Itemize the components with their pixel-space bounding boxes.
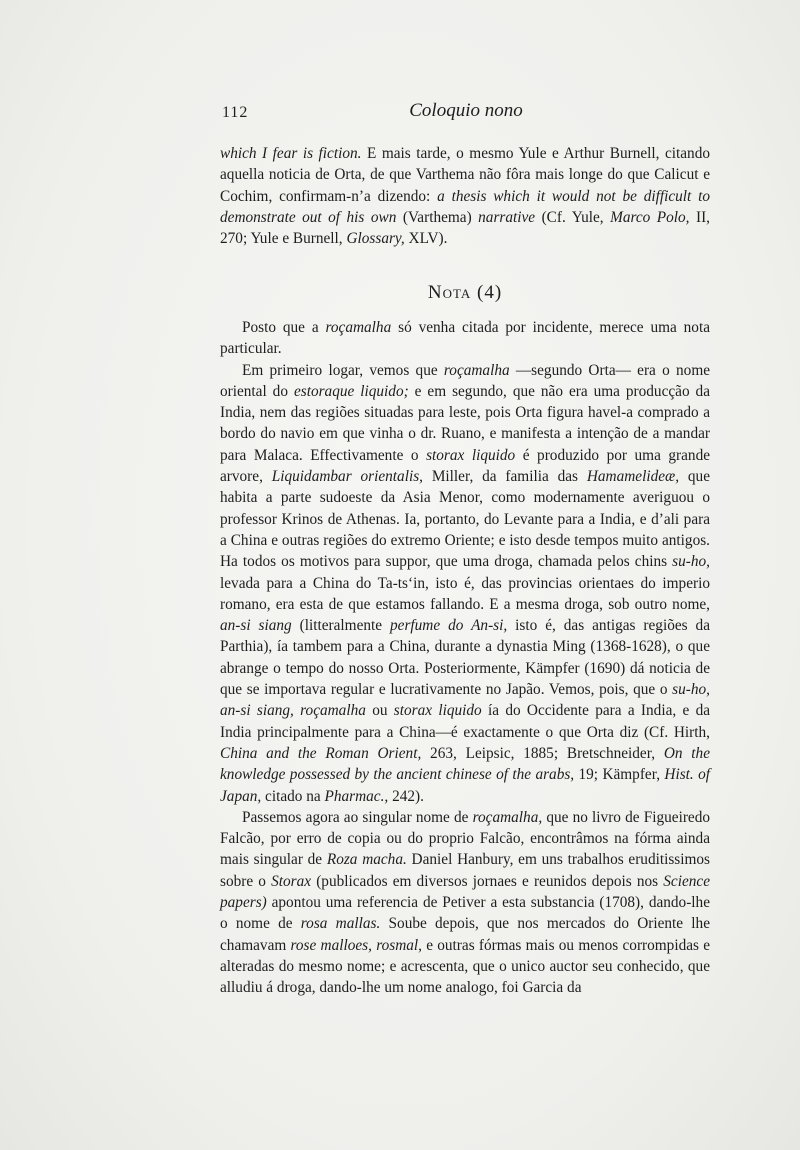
page-number: 112 — [222, 104, 249, 121]
paragraph: Posto que a roçamalha só venha citada por incidente, merece uma nota particular. — [220, 319, 710, 358]
page-header — [222, 98, 710, 128]
italic-run: roçamalha — [443, 361, 510, 379]
italic-run: narrative — [478, 208, 536, 226]
italic-run: Storax — [271, 872, 312, 890]
paragraph: Passemos agora ao singular nome de roçamalha, que no livro de Figueiredo Falcão, por erro de copia ou do proprio Falcão, encontrâmos na fórma ainda mais singular de Roza macha. Daniel Hanbury, em uns trabalhos eruditissimos sobre o Storax (publicados em diversos jornaes e reunidos depois nos Science papers) apontou uma referencia de Petiver a esta substancia (1708), dando-lhe o nome de rosa mallas. Soube depois, que nos mercados do Oriente lhe chamavam rose malloes, rosmal, e outras fórmas mais ou menos corrompidas e alteradas do mesmo nome; e acrescenta, que o unico auctor seu conhecido, que alludiu á droga, dando-lhe um nome analogo, foi Garcia da — [220, 808, 711, 997]
section-heading — [220, 282, 710, 304]
italic-run: rosa mallas. — [300, 915, 381, 933]
italic-run: Pharmac., — [324, 787, 389, 805]
intro-text: which I fear is fiction. E mais tarde, o mesmo Yule e Arthur Burnell, citando aquella noticia de Orta, de que Varthema não fôra mais longe do que Calicut e Cochim, confirmam-n’a dizendo: a thesis which it would not be difficult to demonstrate out of his own (Varthema) narrative (Cf. Yule, Marco Polo, II, 270; Yule e Burnell, Glossary, XLV). — [220, 145, 711, 248]
italic-run: On the knowledge possessed by the ancient chinese of the arabs, — [220, 744, 710, 784]
italic-run: Glossary, — [346, 230, 405, 248]
italic-run: China and the Roman Orient, — [220, 744, 422, 762]
italic-run: su-ho, an-si siang, roçamalha — [220, 681, 710, 720]
running-title: Coloquio nono — [409, 100, 523, 121]
italic-run: Liquidambar orientalis, — [271, 468, 423, 486]
note-body — [220, 317, 710, 999]
italic-run: Hamamelideæ, — [586, 468, 680, 486]
section-heading-word: Nota — [427, 282, 472, 303]
italic-run: Hist. of Japan, — [220, 766, 711, 805]
italic-run: Marco Polo, — [610, 208, 690, 226]
italic-run: which I fear is fiction. — [220, 145, 362, 162]
paragraph: Em primeiro logar, vemos que roçamalha —segundo Orta— era o nome oriental do estoraque liquido; e em segundo, que não era uma producção da India, nem das regiões situadas para leste, pois Orta figura havel-a comprado a bordo do navio em que vinha o dr. Ruano, e manifesta a intenção de a mandar para Malaca. Effectivamente o storax liquido é produzido por uma grande arvore, Liquidambar orientalis, Miller, da familia das Hamamelideæ, que habita a parte sudoeste da Asia Menor, como modernamente averiguou o professor Krinos de Athenas. Ia, portanto, do Levante para a India, e d’ali para a China e outras regiões do extremo Oriente; e isto desde tempos muito antigos. Ha todos os motivos para suppor, que uma droga, chamada pelos chins su-ho, levada para a China do Ta-ts‘in, isto é, das provincias orientaes do imperio romano, era esta de que estamos fallando. E a mesma droga, sob outro nome, an-si siang (litteralmente perfume do An-si, isto é, das antigas regiões da Parthia), ía tambem para a China, durante a dynastia Ming (1368-1628), o que abrange o tempo do nosso Orta. Posteriormente, Kämpfer (1690) dá noticia de que se importava regular e lucrativamente no Japão. Vemos, pois, que o su-ho, an-si siang, roçamalha ou storax liquido ía do Occidente para a India, e da India principalmente para a China—é exactamente o que Orta diz (Cf. Hirth, China and the Roman Orient, 263, Leipsic, 1885; Bretschneider, On the knowledge possessed by the ancient chinese of the arabs, 19; Kämpfer, Hist. of Japan, citado na Pharmac., 242). — [220, 361, 711, 805]
italic-run: roçamalha, — [472, 808, 543, 826]
italic-run: a thesis which it would not be difficult to demonstrate out of his own — [220, 187, 710, 226]
italic-run: storax liquido — [393, 702, 482, 720]
italic-run: an-si siang — [220, 617, 292, 635]
italic-run: roçamalha — [325, 319, 392, 336]
intro-paragraph — [220, 143, 710, 249]
italic-run: rose malloes, rosmal, — [290, 936, 422, 954]
italic-run: storax liquido — [426, 446, 516, 464]
italic-run: estoraque liquido; — [293, 382, 409, 400]
italic-run: perfume do An-si, — [390, 617, 508, 635]
italic-run: su-ho, — [672, 553, 710, 571]
italic-run: Science papers) — [220, 872, 710, 912]
italic-run: Roza macha. — [326, 851, 407, 869]
section-heading-number: (4) — [477, 282, 503, 303]
